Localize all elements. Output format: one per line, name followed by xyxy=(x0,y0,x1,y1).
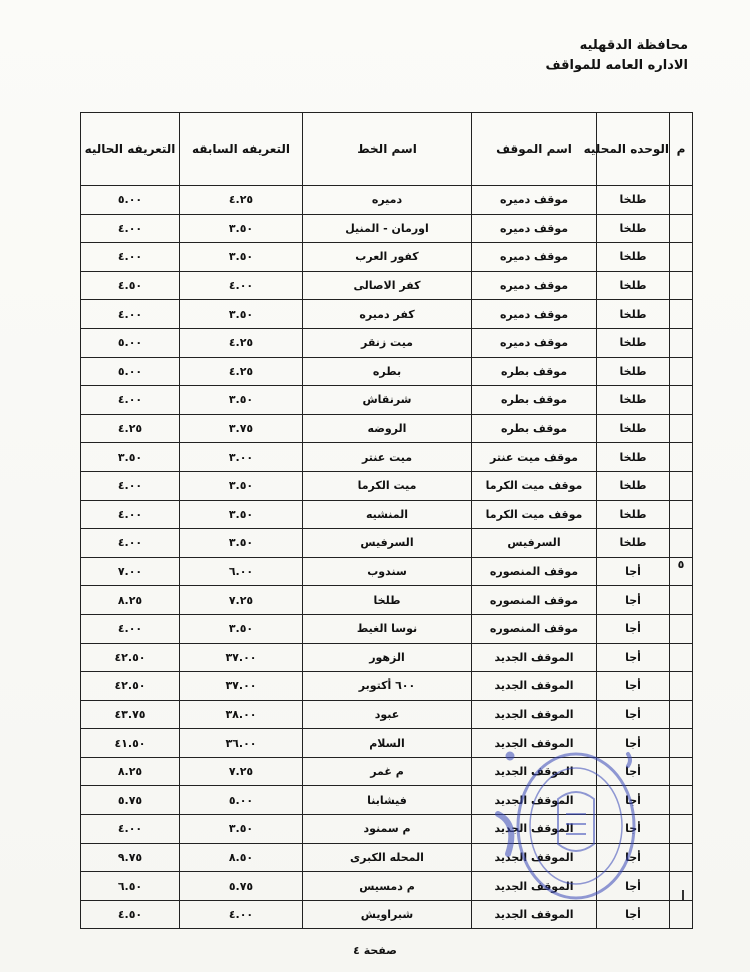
line-name-cell: الروضه xyxy=(303,414,472,443)
table-row xyxy=(81,471,693,500)
local-unit-cell: طلخا xyxy=(597,328,670,357)
stand-name-cell: الموقف الجديد xyxy=(472,729,597,758)
stand-name-cell: موقف المنصوره xyxy=(472,557,597,586)
stand-name-cell: الموقف الجديد xyxy=(472,815,597,844)
line-name-cell: المحله الكبرى xyxy=(303,843,472,872)
stand-name-cell: موقف ميت الكرما xyxy=(472,471,597,500)
local-unit-cell: طلخا xyxy=(597,300,670,329)
local-unit-cell: طلخا xyxy=(597,357,670,386)
stand-name-cell: السرفيس xyxy=(472,529,597,558)
current-tariff-cell: ٤.٥٠ xyxy=(81,900,180,929)
row-number-cell xyxy=(670,815,693,844)
table-row xyxy=(81,214,693,243)
line-name-cell: كفر دميره xyxy=(303,300,472,329)
row-number-cell xyxy=(670,757,693,786)
row-number-cell xyxy=(670,271,693,300)
table-row xyxy=(81,186,693,215)
row-number-cell xyxy=(670,586,693,615)
previous-tariff-cell: ٥.٠٠ xyxy=(180,786,303,815)
local-unit-cell: طلخا xyxy=(597,186,670,215)
local-unit-cell: أجا xyxy=(597,786,670,815)
stand-name-cell: موقف ميت الكرما xyxy=(472,500,597,529)
table-row xyxy=(81,729,693,758)
line-name-cell: م غمر xyxy=(303,757,472,786)
previous-tariff-cell: ٧.٢٥ xyxy=(180,757,303,786)
previous-tariff-cell: ٥.٧٥ xyxy=(180,872,303,901)
table-row xyxy=(81,872,693,901)
local-unit-cell: أجا xyxy=(597,700,670,729)
local-unit-cell: أجا xyxy=(597,586,670,615)
local-unit-cell: أجا xyxy=(597,872,670,901)
table-row xyxy=(81,843,693,872)
previous-tariff-cell: ٣.٥٠ xyxy=(180,243,303,272)
tariff-table xyxy=(80,112,693,929)
line-name-cell: اورمان - المنيل xyxy=(303,214,472,243)
line-name-cell: كفور العرب xyxy=(303,243,472,272)
line-name-cell: ميت زنقر xyxy=(303,328,472,357)
row-number-cell xyxy=(670,900,693,929)
previous-tariff-cell: ٣.٥٠ xyxy=(180,214,303,243)
current-tariff-cell: ٨.٢٥ xyxy=(81,757,180,786)
previous-tariff-cell: ٣٧.٠٠ xyxy=(180,643,303,672)
column-header-current-tariff: التعريفه الحاليه xyxy=(81,113,180,186)
current-tariff-cell: ٥.٠٠ xyxy=(81,186,180,215)
previous-tariff-cell: ٣.٥٠ xyxy=(180,471,303,500)
line-name-cell: شبراويش xyxy=(303,900,472,929)
stand-name-cell: موقف بطره xyxy=(472,414,597,443)
line-name-cell: فيشابنا xyxy=(303,786,472,815)
row-number-cell xyxy=(670,672,693,701)
row-number-cell xyxy=(670,243,693,272)
line-name-cell: طلخا xyxy=(303,586,472,615)
table-row xyxy=(81,386,693,415)
current-tariff-cell: ٤.٢٥ xyxy=(81,414,180,443)
stand-name-cell: موقف دميره xyxy=(472,328,597,357)
previous-tariff-cell: ٣.٥٠ xyxy=(180,300,303,329)
row-number-cell xyxy=(670,328,693,357)
previous-tariff-cell: ٣.٥٠ xyxy=(180,529,303,558)
page-footer xyxy=(0,944,750,957)
previous-tariff-cell: ٣.٥٠ xyxy=(180,500,303,529)
table-row xyxy=(81,672,693,701)
local-unit-cell: طلخا xyxy=(597,243,670,272)
row-number-cell xyxy=(670,471,693,500)
row-number-cell xyxy=(670,443,693,472)
stand-name-cell: موقف المنصوره xyxy=(472,614,597,643)
local-unit-cell: أجا xyxy=(597,643,670,672)
row-number-cell xyxy=(670,614,693,643)
stand-name-cell: موقف ميت عنتر xyxy=(472,443,597,472)
table-row xyxy=(81,443,693,472)
line-name-cell: السلام xyxy=(303,729,472,758)
scan-mark xyxy=(682,890,684,900)
row-number-cell xyxy=(670,643,693,672)
table-row xyxy=(81,757,693,786)
previous-tariff-cell: ٤.٠٠ xyxy=(180,900,303,929)
current-tariff-cell: ٦.٥٠ xyxy=(81,872,180,901)
stand-name-cell: موقف دميره xyxy=(472,214,597,243)
local-unit-cell: أجا xyxy=(597,614,670,643)
table-header-row xyxy=(81,113,693,186)
current-tariff-cell: ٤.٠٠ xyxy=(81,815,180,844)
column-header-local-unit: الوحده المحليه xyxy=(597,113,670,186)
previous-tariff-cell: ٣.٠٠ xyxy=(180,443,303,472)
local-unit-cell: أجا xyxy=(597,843,670,872)
row-number-cell xyxy=(670,872,693,901)
local-unit-cell: طلخا xyxy=(597,386,670,415)
column-header-stand-name: اسم الموقف xyxy=(472,113,597,186)
line-name-cell: السرفيس xyxy=(303,529,472,558)
row-number-cell xyxy=(670,700,693,729)
stand-name-cell: الموقف الجديد xyxy=(472,900,597,929)
stand-name-cell: موقف المنصوره xyxy=(472,586,597,615)
stand-name-cell: الموقف الجديد xyxy=(472,672,597,701)
department-title: الاداره العامه للمواقف xyxy=(545,58,688,73)
current-tariff-cell: ٤.٠٠ xyxy=(81,529,180,558)
current-tariff-cell: ٤.٠٠ xyxy=(81,471,180,500)
table-row xyxy=(81,300,693,329)
table-row xyxy=(81,557,693,586)
stand-name-cell: الموقف الجديد xyxy=(472,643,597,672)
stand-name-cell: الموقف الجديد xyxy=(472,786,597,815)
column-header-previous-tariff: التعريفه السابقه xyxy=(180,113,303,186)
line-name-cell: م سمنود xyxy=(303,815,472,844)
line-name-cell: نوسا الغيط xyxy=(303,614,472,643)
local-unit-cell: طلخا xyxy=(597,500,670,529)
local-unit-cell: طلخا xyxy=(597,414,670,443)
previous-tariff-cell: ٤.٢٥ xyxy=(180,357,303,386)
local-unit-cell: طلخا xyxy=(597,271,670,300)
row-number-cell xyxy=(670,529,693,558)
current-tariff-cell: ٤١.٥٠ xyxy=(81,729,180,758)
current-tariff-cell: ٨.٢٥ xyxy=(81,586,180,615)
row-number-cell xyxy=(670,386,693,415)
line-name-cell: ٦٠٠ أكتوبر xyxy=(303,672,472,701)
document-header xyxy=(546,36,688,76)
local-unit-cell: أجا xyxy=(597,557,670,586)
row-number-cell xyxy=(670,729,693,758)
current-tariff-cell: ٤٣.٧٥ xyxy=(81,700,180,729)
previous-tariff-cell: ٤.٢٥ xyxy=(180,328,303,357)
previous-tariff-cell: ٣.٥٠ xyxy=(180,386,303,415)
table-row xyxy=(81,586,693,615)
local-unit-cell: أجا xyxy=(597,729,670,758)
row-number-cell xyxy=(670,414,693,443)
current-tariff-cell: ٤.٠٠ xyxy=(81,386,180,415)
previous-tariff-cell: ٣.٥٠ xyxy=(180,815,303,844)
stand-name-cell: موقف دميره xyxy=(472,271,597,300)
local-unit-cell: طلخا xyxy=(597,471,670,500)
table-row xyxy=(81,500,693,529)
current-tariff-cell: ٤.٠٠ xyxy=(81,300,180,329)
local-unit-cell: أجا xyxy=(597,672,670,701)
current-tariff-cell: ٤.٠٠ xyxy=(81,243,180,272)
current-tariff-cell: ٤٢.٥٠ xyxy=(81,672,180,701)
current-tariff-cell: ٤.٠٠ xyxy=(81,614,180,643)
stand-name-cell: موقف دميره xyxy=(472,243,597,272)
stand-name-cell: موقف بطره xyxy=(472,386,597,415)
previous-tariff-cell: ٣٨.٠٠ xyxy=(180,700,303,729)
previous-tariff-cell: ٣٦.٠٠ xyxy=(180,729,303,758)
row-number-cell xyxy=(670,843,693,872)
table-row xyxy=(81,529,693,558)
previous-tariff-cell: ٣٧.٠٠ xyxy=(180,672,303,701)
table-row xyxy=(81,614,693,643)
governorate-title: محافظة الدقهليه xyxy=(579,38,688,53)
column-header-line-name: اسم الخط xyxy=(303,113,472,186)
current-tariff-cell: ٥.٧٥ xyxy=(81,786,180,815)
stand-name-cell: الموقف الجديد xyxy=(472,700,597,729)
line-name-cell: المنشيه xyxy=(303,500,472,529)
table-row xyxy=(81,900,693,929)
column-header-number: م xyxy=(670,113,693,186)
line-name-cell: م دمسيس xyxy=(303,872,472,901)
stand-name-cell: موقف بطره xyxy=(472,357,597,386)
current-tariff-cell: ٤.٠٠ xyxy=(81,500,180,529)
row-number-cell xyxy=(670,214,693,243)
current-tariff-cell: ٤.٠٠ xyxy=(81,214,180,243)
table-row xyxy=(81,815,693,844)
row-number-cell: ٥ xyxy=(670,557,693,586)
line-name-cell: ميت الكرما xyxy=(303,471,472,500)
current-tariff-cell: ٧.٠٠ xyxy=(81,557,180,586)
line-name-cell: بطره xyxy=(303,357,472,386)
line-name-cell: كفر الاصالى xyxy=(303,271,472,300)
local-unit-cell: أجا xyxy=(597,900,670,929)
local-unit-cell: طلخا xyxy=(597,529,670,558)
previous-tariff-cell: ٣.٧٥ xyxy=(180,414,303,443)
table-row xyxy=(81,414,693,443)
current-tariff-cell: ٩.٧٥ xyxy=(81,843,180,872)
table-row xyxy=(81,700,693,729)
row-number-cell xyxy=(670,300,693,329)
current-tariff-cell: ٣.٥٠ xyxy=(81,443,180,472)
local-unit-cell: أجا xyxy=(597,757,670,786)
line-name-cell: الزهور xyxy=(303,643,472,672)
stand-name-cell: الموقف الجديد xyxy=(472,872,597,901)
previous-tariff-cell: ٧.٢٥ xyxy=(180,586,303,615)
table-row xyxy=(81,328,693,357)
local-unit-cell: طلخا xyxy=(597,214,670,243)
table-row xyxy=(81,271,693,300)
row-number-cell xyxy=(670,186,693,215)
line-name-cell: دميره xyxy=(303,186,472,215)
line-name-cell: عبود xyxy=(303,700,472,729)
local-unit-cell: طلخا xyxy=(597,443,670,472)
current-tariff-cell: ٤.٥٠ xyxy=(81,271,180,300)
table-row xyxy=(81,786,693,815)
line-name-cell: سندوب xyxy=(303,557,472,586)
table-row xyxy=(81,243,693,272)
line-name-cell: ميت عنتر xyxy=(303,443,472,472)
previous-tariff-cell: ٨.٥٠ xyxy=(180,843,303,872)
current-tariff-cell: ٥.٠٠ xyxy=(81,357,180,386)
table-row xyxy=(81,643,693,672)
previous-tariff-cell: ٤.٢٥ xyxy=(180,186,303,215)
previous-tariff-cell: ٤.٠٠ xyxy=(180,271,303,300)
previous-tariff-cell: ٣.٥٠ xyxy=(180,614,303,643)
stand-name-cell: موقف دميره xyxy=(472,300,597,329)
table-row xyxy=(81,357,693,386)
current-tariff-cell: ٥.٠٠ xyxy=(81,328,180,357)
row-number-cell xyxy=(670,500,693,529)
stand-name-cell: الموقف الجديد xyxy=(472,757,597,786)
local-unit-cell: أجا xyxy=(597,815,670,844)
table-body xyxy=(81,186,693,929)
row-number-cell xyxy=(670,357,693,386)
stand-name-cell: الموقف الجديد xyxy=(472,843,597,872)
current-tariff-cell: ٤٢.٥٠ xyxy=(81,643,180,672)
previous-tariff-cell: ٦.٠٠ xyxy=(180,557,303,586)
page-number: صفحة ٤ xyxy=(353,944,397,957)
line-name-cell: شرنقاش xyxy=(303,386,472,415)
row-number-cell xyxy=(670,786,693,815)
stand-name-cell: موقف دميره xyxy=(472,186,597,215)
